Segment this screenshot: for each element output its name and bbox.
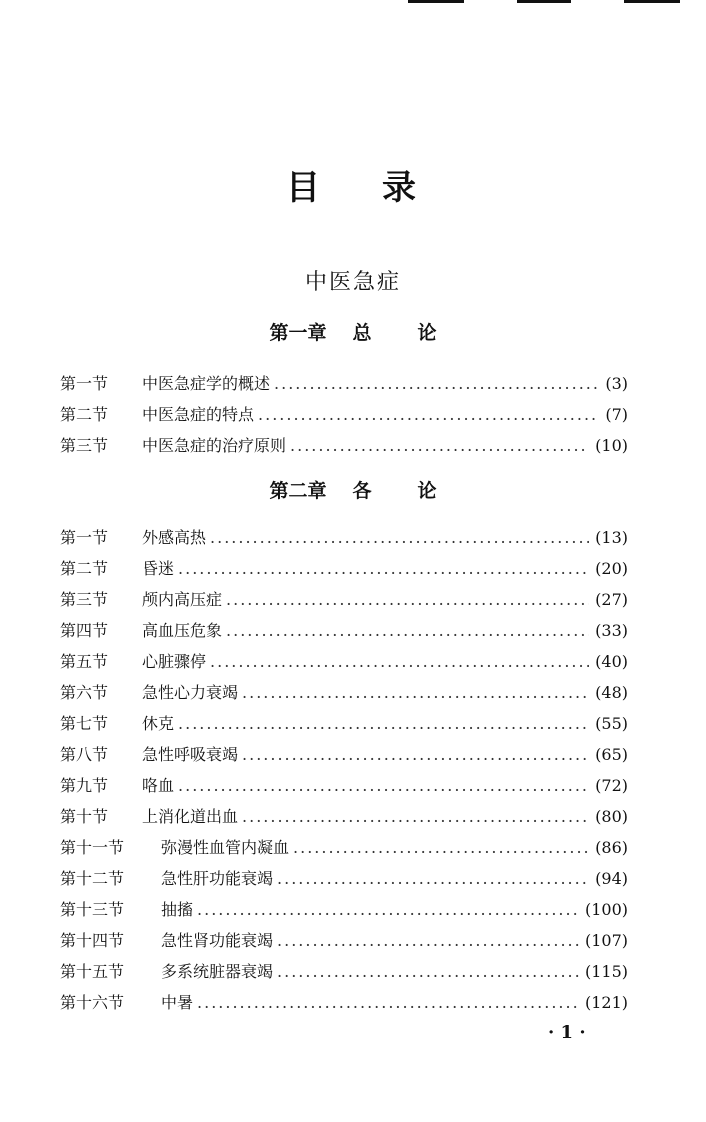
section-title: 急性心力衰竭 <box>142 683 239 702</box>
section-title: 中医急症的治疗原则 <box>142 436 287 455</box>
section-number: 第十五节 <box>60 962 125 981</box>
section-title: 抽搐 <box>161 900 194 919</box>
dot-leader <box>210 522 589 553</box>
dot-leader <box>274 368 599 399</box>
dot-leader <box>293 832 589 863</box>
page-number: (115) <box>584 962 628 981</box>
section-title: 咯血 <box>142 776 175 795</box>
section-number: 第十三节 <box>60 900 125 919</box>
page-number: (10) <box>595 436 628 455</box>
dot-leader <box>290 430 589 461</box>
section-title: 急性呼吸衰竭 <box>142 745 239 764</box>
dot-leader <box>226 584 589 615</box>
page-number: (65) <box>595 745 628 764</box>
section-number: 第三节 <box>60 590 109 609</box>
dot-leader <box>178 708 589 739</box>
section-title: 外感高热 <box>142 528 207 547</box>
section-title: 中医急症的特点 <box>142 405 255 424</box>
dot-leader <box>178 553 589 584</box>
toc-entry[interactable] <box>60 863 628 894</box>
section-number: 第一节 <box>60 528 109 547</box>
page-folio: · 1 · <box>548 1022 586 1043</box>
chapter-1-word-1: 总 <box>352 322 372 344</box>
toc-entry[interactable] <box>60 553 628 584</box>
dot-leader <box>277 956 579 987</box>
dot-leader <box>226 615 589 646</box>
section-title: 急性肾功能衰竭 <box>161 931 274 950</box>
section-number: 第十四节 <box>60 931 125 950</box>
section-number: 第四节 <box>60 621 109 640</box>
toc-entry[interactable] <box>60 770 628 801</box>
toc-entry[interactable] <box>60 522 628 553</box>
page-number: (48) <box>595 683 628 702</box>
section-number: 第十节 <box>60 807 109 826</box>
dot-leader <box>197 987 579 1018</box>
toc-heading <box>286 168 416 208</box>
toc-entry[interactable] <box>60 368 628 399</box>
page-number: (3) <box>605 374 628 393</box>
section-number: 第十一节 <box>60 838 125 857</box>
page-number: (100) <box>584 900 628 919</box>
section-title: 多系统脏器衰竭 <box>161 962 274 981</box>
toc-entry[interactable] <box>60 615 628 646</box>
section-number: 第七节 <box>60 714 109 733</box>
toc-heading-char-1: 目 <box>286 168 320 208</box>
page-number: (13) <box>595 528 628 547</box>
dot-leader <box>242 801 589 832</box>
toc-entry[interactable] <box>60 399 628 430</box>
section-number: 第十二节 <box>60 869 125 888</box>
section-title: 颅内高压症 <box>142 590 223 609</box>
page-number: (80) <box>595 807 628 826</box>
page-number: (72) <box>595 776 628 795</box>
section-number: 第二节 <box>60 559 109 578</box>
section-title: 休克 <box>142 714 175 733</box>
chapter-1-word-2: 论 <box>417 322 437 344</box>
toc-entry[interactable] <box>60 739 628 770</box>
page-number: (94) <box>595 869 628 888</box>
dot-leader <box>277 925 579 956</box>
page-number: (40) <box>595 652 628 671</box>
page-number: (33) <box>595 621 628 640</box>
section-title: 中暑 <box>161 993 194 1012</box>
chapter-2-number: 第二章 <box>269 480 327 502</box>
section-title: 中医急症学的概述 <box>142 374 271 393</box>
section-title: 急性肝功能衰竭 <box>161 869 274 888</box>
toc-entry[interactable] <box>60 646 628 677</box>
section-number: 第二节 <box>60 405 109 424</box>
section-number: 第八节 <box>60 745 109 764</box>
top-rule-3 <box>624 0 680 3</box>
dot-leader <box>277 863 589 894</box>
dot-leader <box>258 399 599 430</box>
toc-entry[interactable] <box>60 584 628 615</box>
page-number: (27) <box>595 590 628 609</box>
chapter-1-toc <box>60 368 628 461</box>
toc-entry[interactable] <box>60 832 628 863</box>
chapter-2-word-2: 论 <box>417 480 437 502</box>
part-title: 中医急症 <box>304 270 401 295</box>
toc-entry[interactable] <box>60 925 628 956</box>
section-number: 第六节 <box>60 683 109 702</box>
toc-entry[interactable] <box>60 987 628 1018</box>
toc-entry[interactable] <box>60 430 628 461</box>
section-title: 高血压危象 <box>142 621 223 640</box>
dot-leader <box>197 894 579 925</box>
dot-leader <box>242 739 589 770</box>
page-number: (107) <box>584 931 628 950</box>
toc-entry[interactable] <box>60 708 628 739</box>
chapter-1-title <box>0 320 706 346</box>
chapter-2-toc <box>60 522 628 1018</box>
section-number: 第一节 <box>60 374 109 393</box>
section-title: 上消化道出血 <box>142 807 239 826</box>
section-title: 弥漫性血管内凝血 <box>161 838 290 857</box>
toc-entry[interactable] <box>60 801 628 832</box>
toc-heading-char-2: 录 <box>382 168 416 208</box>
section-number: 第五节 <box>60 652 109 671</box>
section-number: 第三节 <box>60 436 109 455</box>
toc-entry[interactable] <box>60 956 628 987</box>
toc-entry[interactable] <box>60 894 628 925</box>
chapter-2-word-1: 各 <box>352 480 372 502</box>
section-number: 第九节 <box>60 776 109 795</box>
page-number: (121) <box>584 993 628 1012</box>
section-title: 心脏骤停 <box>142 652 207 671</box>
top-rule-1 <box>408 0 464 3</box>
dot-leader <box>210 646 589 677</box>
page-number: (20) <box>595 559 628 578</box>
section-title: 昏迷 <box>142 559 175 578</box>
dot-leader <box>242 677 589 708</box>
toc-entry[interactable] <box>60 677 628 708</box>
top-rule-2 <box>517 0 571 3</box>
page-number: (7) <box>605 405 628 424</box>
page-number: (55) <box>595 714 628 733</box>
page-number: (86) <box>595 838 628 857</box>
chapter-2-title <box>0 478 706 504</box>
section-number: 第十六节 <box>60 993 125 1012</box>
chapter-1-number: 第一章 <box>269 322 327 344</box>
dot-leader <box>178 770 589 801</box>
